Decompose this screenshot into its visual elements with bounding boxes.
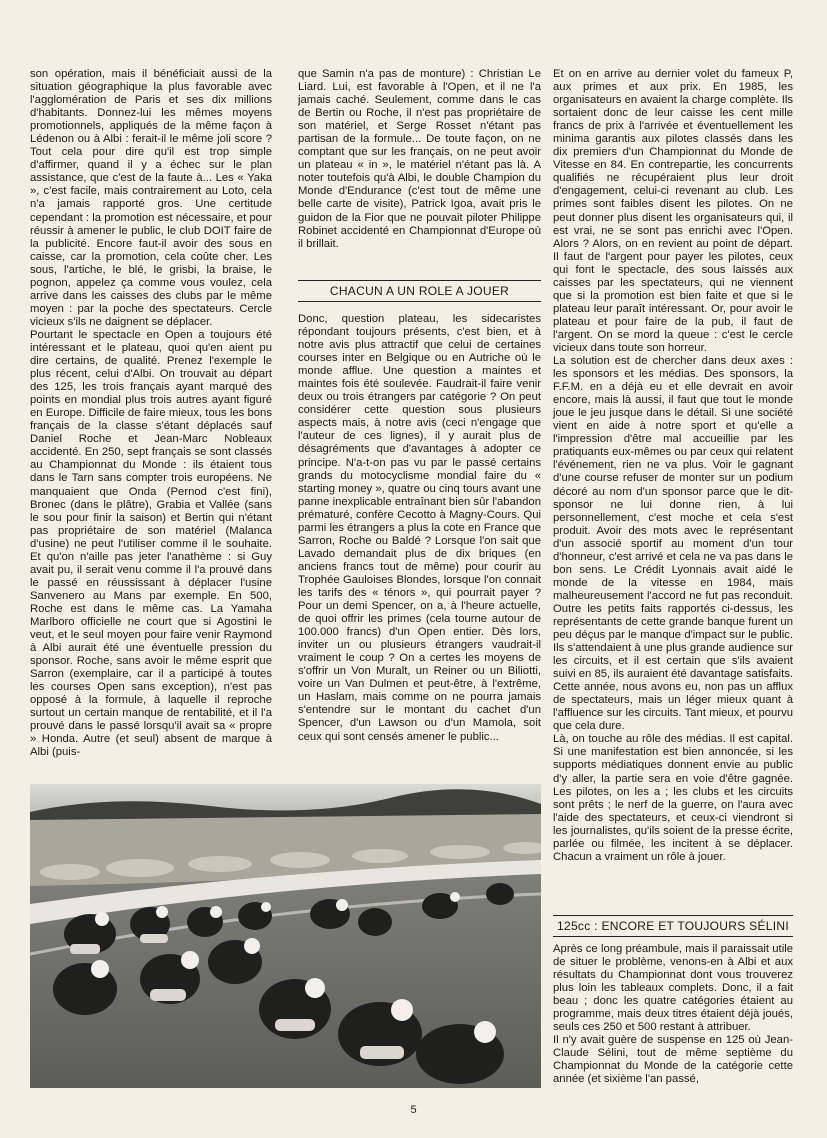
column-2-paragraph-2: Donc, question plateau, les sidecaristes répondant toujours présents, c'est bien, et à notre avis plus attractif que celui de certaines courses inter en Belgique ou en Autriche où le monde afflue. Une question a maintes et maintes fois été soulevée. Faudrait-il faire venir deux ou trois étrangers par catégorie ? On peut considérer cette question sous plusieurs aspects mais, à notre avis (ceci n'engage que l'auteur de ces lignes), il y aurait plus de désagréments que d'avantages à adopter ce principe. N'a-t-on pas vu par le passé certains grands du motocyclisme mondial faire du « starting money », quatre ou cinq tours avant une panne inexplicable entraînant bien sûr l'abandon prématuré, confère Cecotto à Magny-Cours. Qui parmi les étrangers a plus la cote en France que Sarron, Roche ou Baldé ? Lorsque l'on sait que Lavado demandait plus de dix briques (en anciens francs tout de même) pour courir au Trophée Gauloises Blondes, lorsque l'on connait les tarifs des « ténors », qui pourrait payer ? Pour un demi Spencer, on a, à l'heure actuelle, de quoi offrir les primes (cela tourne autour de 100.000 francs) d'un Open entier. Dès lors, inviter un ou plusieurs étrangers vaudrait-il vraiment le coup ? On a certes les moyens de s'offrir un Von Muralt, un Reiner ou un Biliotti, voire un Van Dulmen et peut-être, à l'extrême, un Haslam, mais comme on ne pourra jamais s'entendre sur le montant du cachet d'un Spencer, d'un Lawson ou d'un Mamola, soit ceux qui sont censés amener le public... xyxy=(298,313,541,743)
section-heading-125cc: 125cc : ENCORE ET TOUJOURS SÉLINI xyxy=(553,915,793,937)
column-2-bottom xyxy=(298,313,541,744)
race-photo-image xyxy=(30,784,541,1088)
column-1 xyxy=(30,68,272,759)
column-3-paragraph-1: Et on en arrive au dernier volet du fameux P, aux primes et aux prix. En 1985, les organisateurs en avaient la charge complète. Ils sortaient donc de leur caisse les cent mille francs de prix à l'arrivée et éventuellement les minima garantis aux pilotes classés dans les dix premiers d'un Championnat du Monde de Vitesse en 84. En contrepartie, les concurrents qualifiés ne récupéraient plus leur droit d'engagement, celui-ci revenant au club. Les primes sont faibles disent les pilotes. On ne peut donner plus disent les organisateurs qui, il est vrai, ne se sont pas enrichi avec l'Open. Alors ? Alors, on en revient au point de départ. Il faut de l'argent pour payer les pilotes, ceux qui font le spectacle, des sous laissés aux caisses par les spectateurs, qui ne viennent que si la promotion est bien faite et que si le plateau leur paraît intéressant. Or, pour avoir le plateau et pour faire de la pub, il faut de l'argent. On se mord la queue : c'est le cercle vicieux dans toute son horreur. xyxy=(553,68,793,354)
column-3-paragraph-4: Après ce long préambule, mais il paraissait utile de situer le problème, venons-en à Albi et aux résultats du Championnat dont vous trouverez plus loin les tableaux complets. Donc, il a fait beau ; donc les quatre catégories étaient au programme, mais deux titres étaient déjà joués, seuls ces 250 et 500 restant à attribuer. xyxy=(553,943,793,1034)
section-heading-role: CHACUN A UN ROLE A JOUER xyxy=(298,280,541,302)
column-3-paragraph-2: La solution est de chercher dans deux axes : les sponsors et les médias. Des sponsors, la F.F.M. en a déjà eu et elle devrait en avoir encore, mais là aussi, il faut que tout le monde joue le jeu jusque dans le détail. Si une société vient en aide à notre sport et qu'elle a l'impression d'être mal accueillie par les pratiquants eux-mêmes ou par ceux qui relatent l'événement, rien ne va plus. Voir le gagnant d'une course refuser de monter sur un podium décoré au nom d'un sponsor parce que le dit-sponsor ne lui donne rien, à lui personnellement, c'est moche et cela s'est produit. Avoir des mots avec le représentant d'un associé sportif au moment d'un tour d'honneur, c'est arrivé et cela ne va pas dans le bon sens. Le Crédit Lyonnais avait aidé le monde de la vitesse en 1984, mais malheureusement l'accord ne fut pas reconduit. Outre les petits faits rapportés ci-dessus, les représentants de cette grande banque furent un peu déçus par le manque d'impact sur le public. Ils s'attendaient à une plus grande audience sur les circuits, et il est certain que s'ils avaient suivi en 85, ils auraient été davantage satisfaits. Cette année, nous avons eu, non pas un afflux de spectateurs, mais un léger mieux quant à l'affluence sur les circuits. Tant mieux, et pourvu que cela dure. xyxy=(553,355,793,733)
column-3-paragraph-5: Il n'y avait guère de suspense en 125 où Jean-Claude Sélini, tout de même septième du Championnat du Monde de la catégorie cette année (et sixième l'an passé, xyxy=(553,1034,793,1086)
column-3-paragraph-3: Là, on touche au rôle des médias. Il est capital. Si une manifestation est bien annoncée, si les supports médiatiques donnent envie au public d'y aller, la partie sera en voie d'être gagnée. Les pilotes, on les a ; les clubs et les circuits sont prêts ; le nerf de la guerre, on l'aura avec l'aide des spectateurs, et ceux-ci viendront si les journalistes, qu'ils soient de la presse écrite, parlée ou filmée, les incitent à se déplacer. Chacun a vraiment un rôle à jouer. xyxy=(553,733,793,863)
column-2-paragraph-1: que Samin n'a pas de monture) : Christian Le Liard. Lui, est favorable à l'Open, et il ne l'a jamais caché. Seulement, comme dans le cas de Bertin ou Roche, il n'est pas propriétaire de son matériel, et Serge Rosset n'étant pas partisan de la formule... De toute façon, on ne comptant que sur les français, on ne peut avoir un plateau « in », le matériel n'étant pas là. A noter toutefois qu'à Albi, le double Champion du Monde d'Endurance (c'est tout de même une belle carte de visite), Patrick Igoa, avait pris le guidon de la Fior que ne pouvait piloter Philippe Robinet accidenté en Championnat d'Europe où il brillait. xyxy=(298,68,541,250)
column-1-paragraph-2: Pourtant le spectacle en Open a toujours été intéressant et le plateau, quoi qu'en aient pu dire certains, de qualité. Prenez l'exemple le plus récent, celui d'Albi. On trouvait au départ des 125, les trois français ayant marqué des points en mondial plus trois autres ayant figuré en Europe. Difficile de faire mieux, tous les bons français de la classe s'étant déplacés sauf Daniel Roche et Jean-Marc Nobleaux accidenté. En 250, sept français se sont classés au Championnat du Monde : ils étaient tous dans le Tarn sans compter trois européens. Ne manquaient que Onda (Pernod c'est fini), Bronec (dans le plâtre), Grabia et Vallée (sans le sou pour finir la saison) et Bertin qui n'étant pas propriétaire de son matériel (Malanca d'usine) ne peut l'utiliser comme il le souhaite. Et qu'on n'aille pas jeter l'anathème : si Guy avait pu, il serait venu comme il l'a prouvé dans le passé en réussissant à déplacer l'usine Sanvenero au Mans par exemple. En 500, Roche est dans le même cas. La Yamaha Marlboro officielle ne court que si Agostini le veut, et le seul moyen pour faire venir Raymond à Albi aurait été une éventuelle pression du sponsor. Roche, sans avoir le même esprit que Sarron (exemplaire, car il a participé à toutes les courses Open sans exception), n'est pas opposé à la formule, à laquelle il reproche surtout un certain manque de rentabilité, et il l'a prouvé dans le passé lorsqu'il avait sa « propre » Honda. Autre (et seul) absent de marque à Albi (puis- xyxy=(30,328,272,759)
page-number: 5 xyxy=(410,1104,417,1116)
column-3-bottom xyxy=(553,943,793,1087)
column-3-top xyxy=(553,68,793,864)
column-1-paragraph-1: son opération, mais il bénéficiait aussi de la situation géographique la plus favorable avec l'agglomération de Paris et ses dix millions d'habitants. Donnez-lui les mêmes moyens promotionnels, appliqués de la même façon à Lédenon ou à Albi : ferait-il le même joli score ? Tout cela pour dire qu'il est trop simple d'affirmer, quand il y a échec sur le plan assistance, que c'est de la faute à... Les « Yaka », c'est facile, mais contrairement au Loto, cela n'a jamais rapporté gros. Une certitude cependant : la promotion est nécessaire, et pour réussir à amener le public, le club DOIT faire de la publicité. Encore faut-il avoir des sous en caisse, car la promotion, cela coûte cher. Les sous, l'artiche, le blé, le grisbi, la braise, le pognon, appelez ça comme vous voulez, cela arrive dans les caisses des clubs par le même moyen : par la poche des spectateurs. Cercle vicieux s'ils ne daignent se déplacer. xyxy=(30,68,272,328)
column-2-top xyxy=(298,68,541,251)
race-photo xyxy=(30,784,541,1088)
